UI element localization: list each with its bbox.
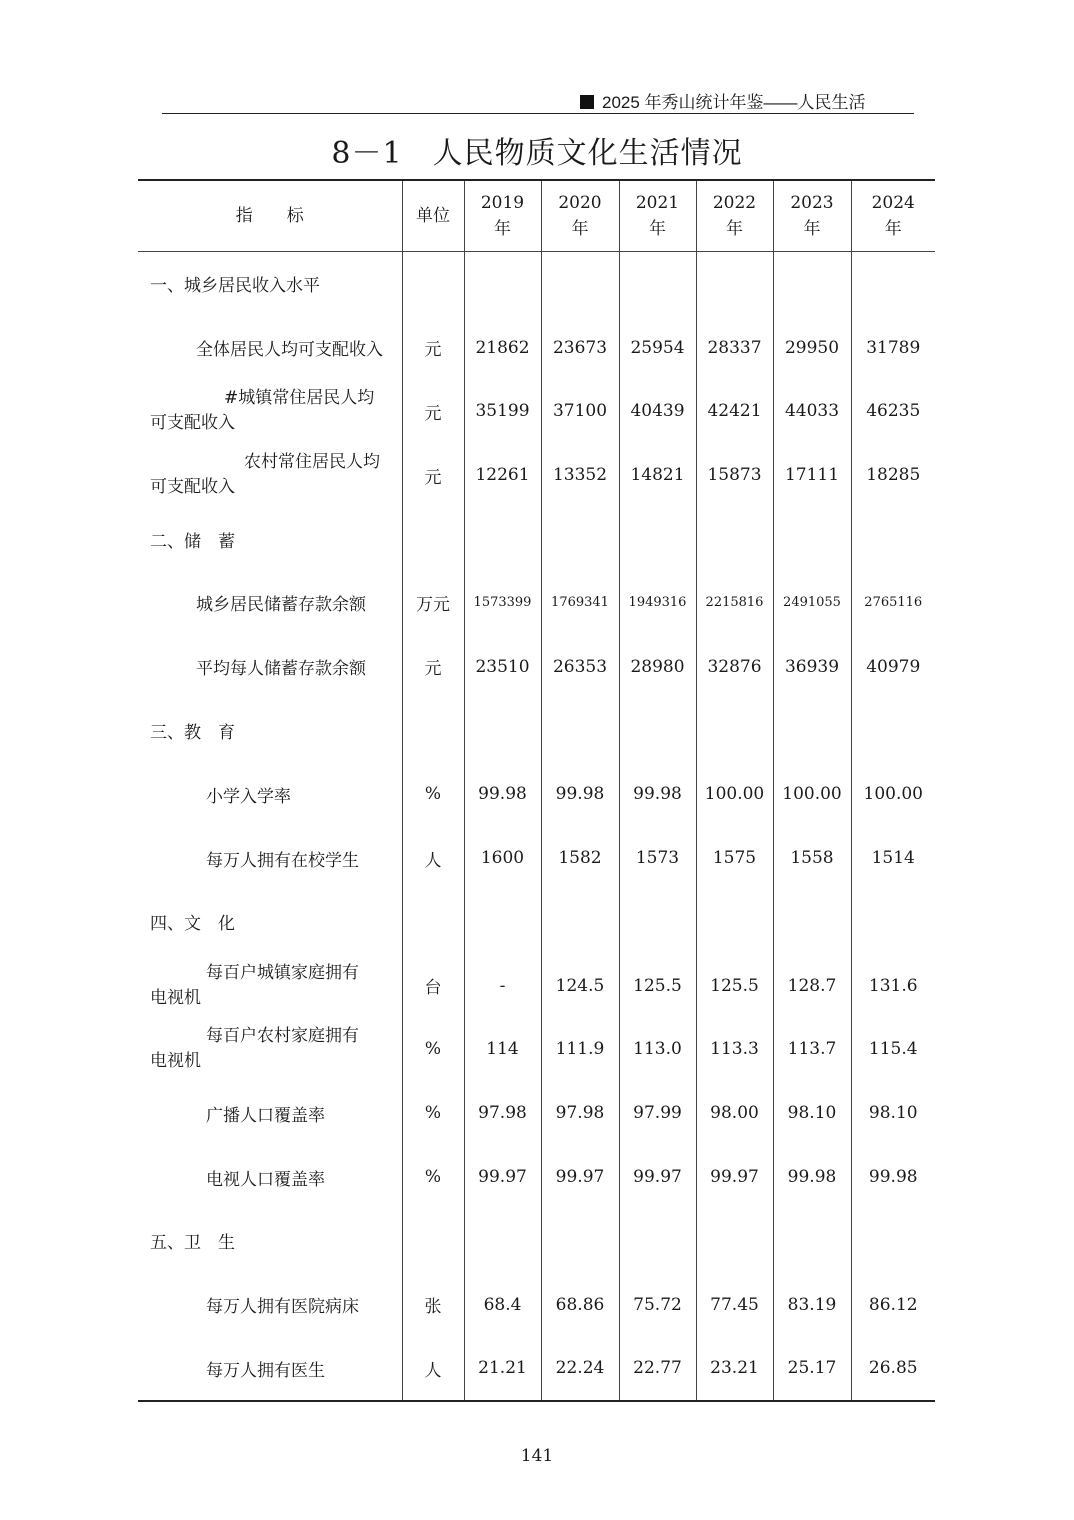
value-cell: 2491055 [773,571,851,635]
value-cell: 131.6 [851,954,935,1018]
value-cell: 44033 [773,380,851,444]
section-row [138,1209,935,1273]
value-cell: 1575 [696,826,773,890]
table-row [138,762,935,826]
value-cell: 99.98 [541,762,619,826]
value-cell [773,890,851,954]
value-cell: 21862 [464,316,541,380]
value-cell: 40439 [619,380,696,444]
section-row [138,252,935,316]
indicator-cell: 五、卫 生 [150,1233,235,1254]
value-cell: 113.7 [773,1018,851,1082]
header-year: 2020 年 [541,180,619,252]
value-cell [464,699,541,763]
value-cell: 23673 [541,316,619,380]
header-year: 2021 年 [619,180,696,252]
unit-cell: 元 [402,443,464,507]
table-row [138,316,935,380]
value-cell: 25.17 [773,1337,851,1402]
value-cell [696,252,773,316]
unit-cell: 人 [402,826,464,890]
square-icon [580,95,594,109]
value-cell: 111.9 [541,1018,619,1082]
indicator-cell: 二、储 蓄 [150,531,235,552]
unit-cell [402,890,464,954]
value-cell [773,1209,851,1273]
value-cell: 23.21 [696,1337,773,1402]
value-cell [464,1209,541,1273]
value-cell: 35199 [464,380,541,444]
value-cell: 1558 [773,826,851,890]
value-cell: 22.77 [619,1337,696,1402]
value-cell [696,890,773,954]
value-cell: 99.97 [619,1145,696,1209]
value-cell: 128.7 [773,954,851,1018]
value-cell: 26353 [541,635,619,699]
table-title: 人民物质文化生活情况 [432,136,743,171]
value-cell: 1582 [541,826,619,890]
header-text: 2025 年秀山统计年鉴——人民生活 [602,93,866,112]
value-cell [541,699,619,763]
table-number: 8－1 [331,136,403,171]
indicator-cell: 广播人口覆盖率 [206,1105,325,1126]
indicator-cell: 小学入学率 [206,786,291,807]
value-cell: 15873 [696,443,773,507]
value-cell: 21.21 [464,1337,541,1402]
indicator-cell: #城镇常住居民人均 可支配收入 [150,388,375,434]
header-rule [162,113,914,114]
unit-cell: % [402,1145,464,1209]
value-cell: 28337 [696,316,773,380]
value-cell: 1949316 [619,571,696,635]
indicator-cell: 全体居民人均可支配收入 [196,340,383,361]
unit-cell [402,507,464,571]
unit-cell: 万元 [402,571,464,635]
indicator-cell: 城乡居民储蓄存款余额 [196,595,366,616]
table-row [138,635,935,699]
value-cell: 99.97 [464,1145,541,1209]
value-cell: 40979 [851,635,935,699]
value-cell: 125.5 [696,954,773,1018]
value-cell: 14821 [619,443,696,507]
value-cell: 99.97 [541,1145,619,1209]
value-cell [696,507,773,571]
value-cell: 26.85 [851,1337,935,1402]
value-cell: 2765116 [851,571,935,635]
value-cell [851,252,935,316]
value-cell: 17111 [773,443,851,507]
page-title [0,128,1074,172]
indicator-cell: 四、文 化 [150,914,235,935]
value-cell: 114 [464,1018,541,1082]
value-cell [464,890,541,954]
value-cell [696,699,773,763]
value-cell: 113.3 [696,1018,773,1082]
value-cell: 1573 [619,826,696,890]
value-cell: 1600 [464,826,541,890]
value-cell: 99.98 [619,762,696,826]
value-cell: 99.98 [851,1145,935,1209]
value-cell: 32876 [696,635,773,699]
table-row [138,826,935,890]
indicator-cell: 平均每人储蓄存款余额 [196,659,366,680]
table-row [138,443,935,507]
unit-cell: 人 [402,1337,464,1402]
value-cell: 18285 [851,443,935,507]
table-row [138,571,935,635]
value-cell: 2215816 [696,571,773,635]
value-cell: 86.12 [851,1273,935,1337]
value-cell: 99.98 [773,1145,851,1209]
header-indicator: 指 标 [138,180,402,252]
value-cell [851,1209,935,1273]
table-row [138,1273,935,1337]
value-cell: 22.24 [541,1337,619,1402]
unit-cell: 元 [402,380,464,444]
value-cell [541,252,619,316]
value-cell [773,252,851,316]
indicator-cell: 每万人拥有医院病床 [206,1297,359,1318]
value-cell: 125.5 [619,954,696,1018]
value-cell [541,507,619,571]
value-cell: 100.00 [773,762,851,826]
value-cell [464,252,541,316]
value-cell: 115.4 [851,1018,935,1082]
value-cell [851,507,935,571]
indicator-cell: 电视人口覆盖率 [206,1169,325,1190]
unit-cell [402,252,464,316]
value-cell: 1514 [851,826,935,890]
unit-cell: % [402,762,464,826]
value-cell: 97.98 [541,1081,619,1145]
value-cell [851,890,935,954]
indicator-cell: 每百户城镇家庭拥有 电视机 [150,962,359,1008]
unit-cell: 张 [402,1273,464,1337]
value-cell: 42421 [696,380,773,444]
statistics-table [138,179,935,1402]
value-cell: 97.99 [619,1081,696,1145]
value-cell [619,252,696,316]
section-row [138,507,935,571]
value-cell: 37100 [541,380,619,444]
value-cell: 12261 [464,443,541,507]
section-row [138,890,935,954]
value-cell: 100.00 [851,762,935,826]
value-cell [541,1209,619,1273]
value-cell: 98.10 [851,1081,935,1145]
header-row [138,180,935,252]
value-cell: 1769341 [541,571,619,635]
unit-cell: % [402,1081,464,1145]
indicator-cell: 三、教 育 [150,722,235,743]
indicator-cell: 每万人拥有在校学生 [206,850,359,871]
value-cell [851,699,935,763]
indicator-cell: 农村常住居民人均 可支配收入 [150,452,380,498]
value-cell [696,1209,773,1273]
table-row [138,954,935,1018]
table-row [138,1081,935,1145]
value-cell: 97.98 [464,1081,541,1145]
value-cell: - [464,954,541,1018]
value-cell: 36939 [773,635,851,699]
value-cell: 13352 [541,443,619,507]
value-cell: 75.72 [619,1273,696,1337]
header-year: 2019 年 [464,180,541,252]
value-cell: 99.98 [464,762,541,826]
section-row [138,699,935,763]
header-year: 2024 年 [851,180,935,252]
table-row [138,1145,935,1209]
indicator-cell: 一、城乡居民收入水平 [150,276,320,297]
unit-cell: % [402,1018,464,1082]
unit-cell [402,1209,464,1273]
indicator-cell: 每百户农村家庭拥有 电视机 [150,1026,359,1072]
value-cell [619,890,696,954]
page-number: 141 [520,1446,554,1466]
value-cell [619,699,696,763]
value-cell: 23510 [464,635,541,699]
value-cell: 1573399 [464,571,541,635]
running-header [580,88,866,113]
value-cell: 99.97 [696,1145,773,1209]
table-row [138,1018,935,1082]
value-cell: 46235 [851,380,935,444]
value-cell [773,699,851,763]
value-cell: 113.0 [619,1018,696,1082]
value-cell: 29950 [773,316,851,380]
value-cell: 31789 [851,316,935,380]
unit-cell [402,699,464,763]
table-row [138,1337,935,1402]
value-cell: 98.00 [696,1081,773,1145]
unit-cell: 元 [402,635,464,699]
value-cell: 83.19 [773,1273,851,1337]
value-cell: 68.4 [464,1273,541,1337]
value-cell: 25954 [619,316,696,380]
value-cell: 68.86 [541,1273,619,1337]
header-year: 2023 年 [773,180,851,252]
value-cell [619,507,696,571]
value-cell: 28980 [619,635,696,699]
unit-cell: 元 [402,316,464,380]
value-cell: 98.10 [773,1081,851,1145]
value-cell: 77.45 [696,1273,773,1337]
value-cell [464,507,541,571]
value-cell [541,890,619,954]
header-year: 2022 年 [696,180,773,252]
value-cell: 124.5 [541,954,619,1018]
value-cell: 100.00 [696,762,773,826]
value-cell [773,507,851,571]
indicator-cell: 每万人拥有医生 [138,1337,402,1402]
unit-cell: 台 [402,954,464,1018]
value-cell [619,1209,696,1273]
table-row [138,380,935,444]
header-unit: 单位 [402,180,464,252]
